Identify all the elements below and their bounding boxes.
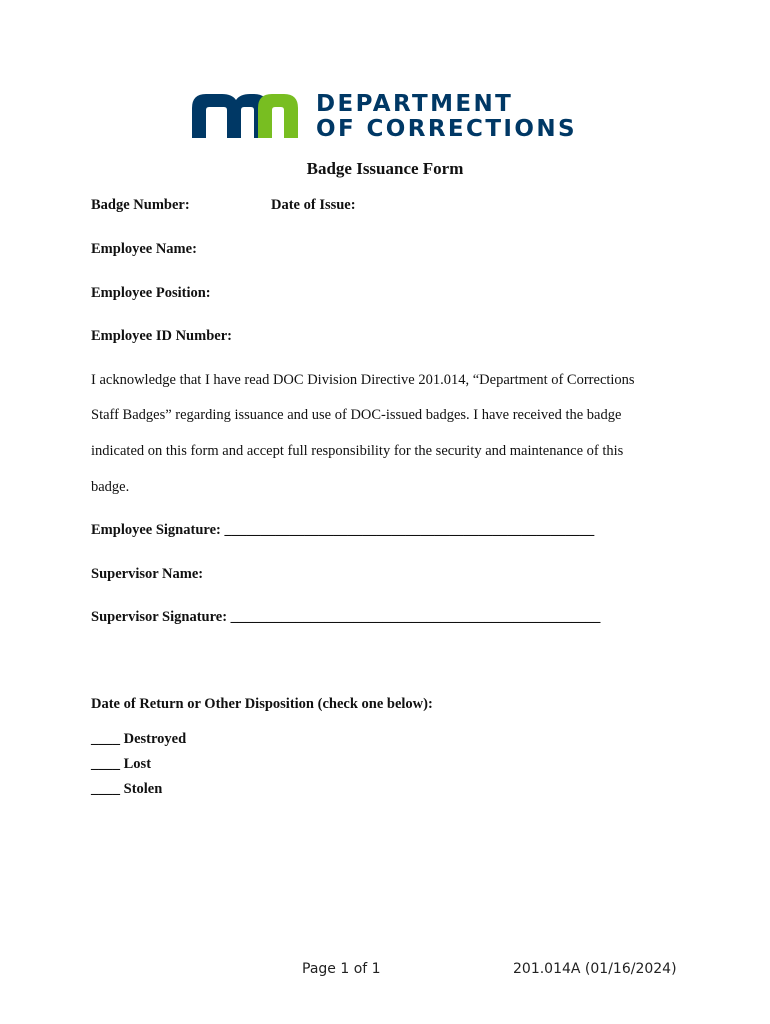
acknowledgment-line-4: badge. <box>91 479 130 495</box>
form-title: Badge Issuance Form <box>306 159 464 178</box>
employee-position-label: Employee Position: <box>91 285 211 301</box>
mn-logo-icon <box>192 92 302 140</box>
disposition-heading: Date of Return or Other Disposition (check one below): <box>91 696 433 712</box>
form-id: 201.014A (01/16/2024) <box>513 961 677 977</box>
badge-number-label: Badge Number: <box>91 197 190 213</box>
date-of-issue-label: Date of Issue: <box>271 197 356 213</box>
disposition-option-lost[interactable]: ____ Lost <box>91 756 152 772</box>
page-number: Page 1 of 1 <box>302 961 381 977</box>
department-logo <box>192 92 592 144</box>
department-name <box>316 92 577 141</box>
logo-line-2: OF CORRECTIONS <box>316 116 577 142</box>
employee-id-label: Employee ID Number: <box>91 328 232 344</box>
logo-line-1: DEPARTMENT <box>316 91 514 117</box>
acknowledgment-line-2: Staff Badges” regarding issuance and use of DOC-issued badges. I have received the badge <box>91 407 622 423</box>
acknowledgment-line-3: indicated on this form and accept full responsibility for the security and maintenance of this <box>91 443 624 459</box>
disposition-option-stolen[interactable]: ____ Stolen <box>91 781 163 797</box>
supervisor-signature-line[interactable]: Supervisor Signature: ___________________________________________________ <box>91 609 601 625</box>
disposition-option-destroyed[interactable]: ____ Destroyed <box>91 731 187 747</box>
acknowledgment-line-1: I acknowledge that I have read DOC Division Directive 201.014, “Department of Corrections <box>91 372 635 388</box>
employee-signature-line[interactable]: Employee Signature: ___________________________________________________ <box>91 522 595 538</box>
employee-name-label: Employee Name: <box>91 241 197 257</box>
supervisor-name-label: Supervisor Name: <box>91 566 204 582</box>
